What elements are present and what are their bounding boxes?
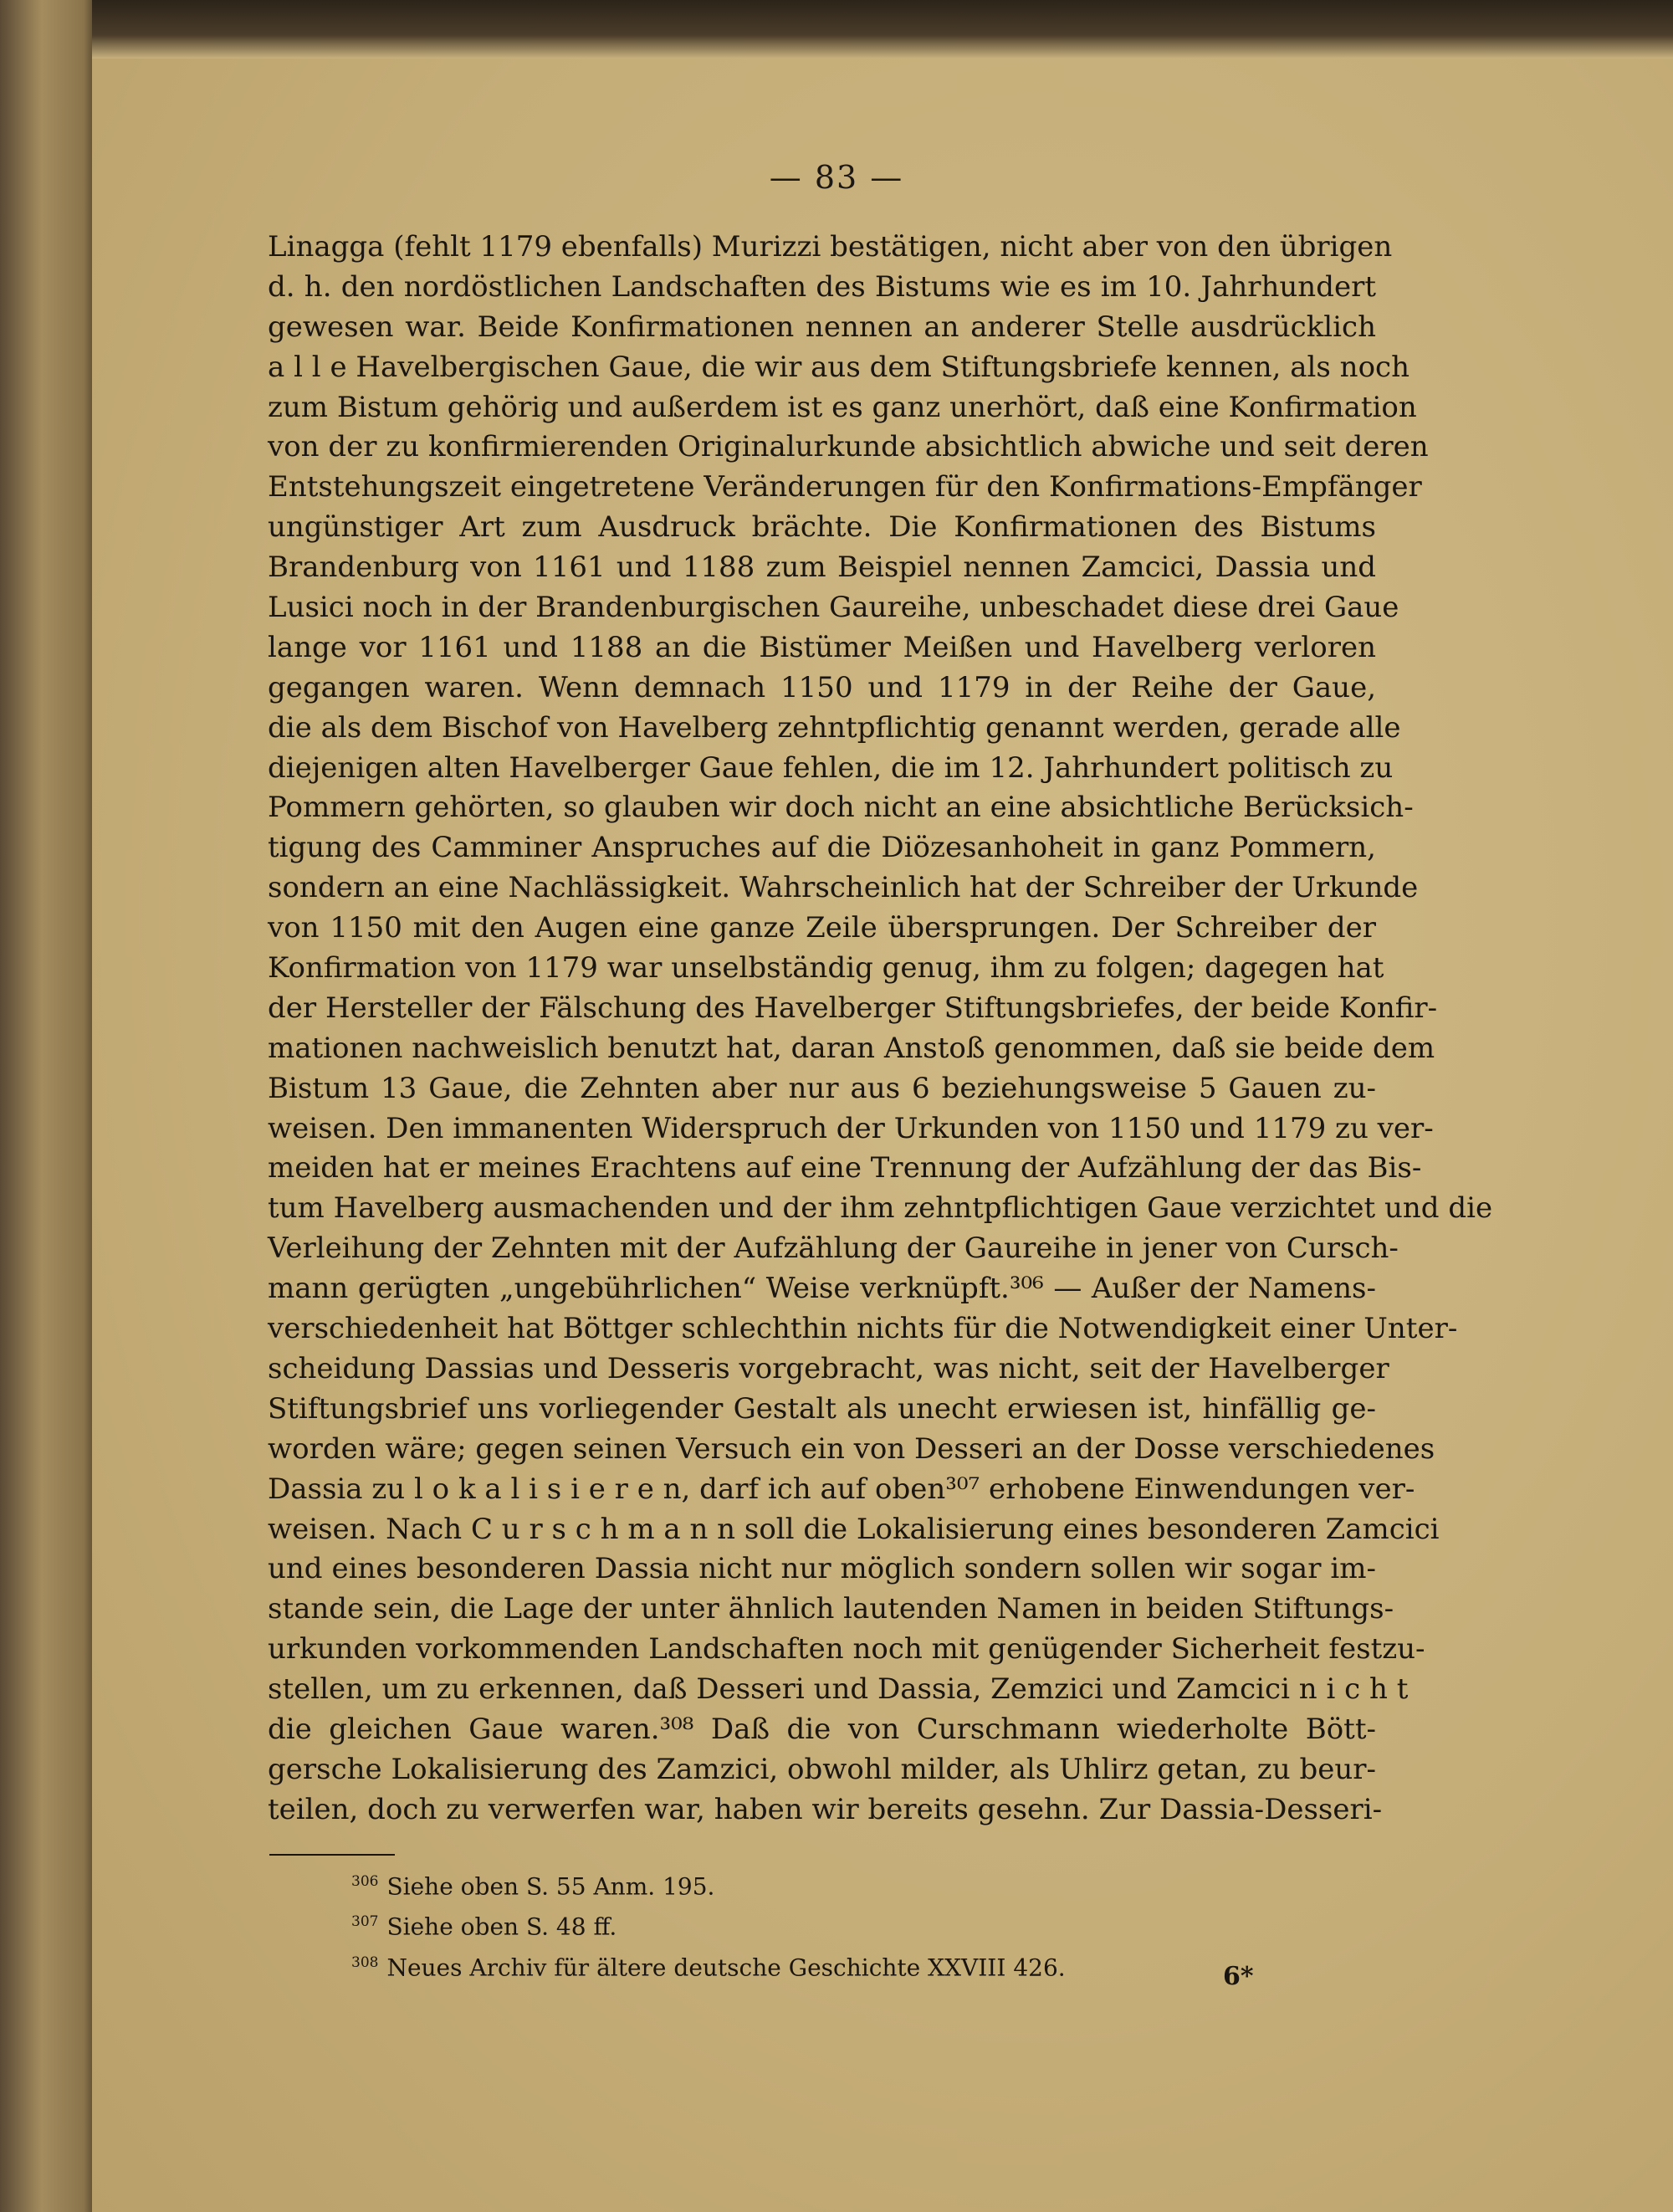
text-line: sondern an eine Nachlässigkeit. Wahrscheinlich hat der Schreiber der Urkunde [268,871,1419,905]
text-line: von 1150 mit den Augen eine ganze Zeile übersprungen. Der Schreiber der [268,911,1376,945]
text-line: Dassia zu l o k a l i s i e r e n, darf ich auf oben³⁰⁷ erhobene Einwendungen ver- [268,1472,1415,1506]
text-line: der Hersteller der Fälschung des Havelberger Stiftungsbriefes, der beide Konfir- [268,991,1438,1025]
adjacent-page-edge [0,0,105,2212]
footnote-number: 308 [351,1953,379,1971]
text-line: Entstehungszeit eingetretene Veränderungen für den Konfirmations-Empfänger [268,470,1422,504]
text-line: d. h. den nordöstlichen Landschaften des Bistums wie es im 10. Jahrhundert [268,269,1376,304]
text-line: meiden hat er meines Erachtens auf eine Trennung der Aufzählung der das Bis- [268,1151,1422,1185]
text-line: tum Havelberg ausmachenden und der ihm zehntpflichtigen Gaue verzichtet und die [268,1191,1493,1226]
text-line: scheidung Dassias und Desseris vorgebracht, was nicht, seit der Havelberger [268,1351,1389,1385]
text-line: Konfirmation von 1179 war unselbständig genug, ihm zu folgen; dagegen hat [268,951,1384,986]
body-text [268,228,1493,1831]
text-line: die als dem Bischof von Havelberg zehntpflichtig genannt werden, gerade alle [268,710,1401,745]
text-line: zum Bistum gehörig und außerdem ist es ganz unerhört, daß eine Konfirmation [268,390,1417,424]
footnote-text: Siehe oben S. 55 Anm. 195. [386,1872,715,1901]
text-line: weisen. Nach C u r s c h m a n n soll die Lokalisierung eines besonderen Zamcici [268,1512,1440,1546]
page-number: — 83 — [769,159,904,196]
footnotes [351,1864,1066,1985]
text-line: Linagga (fehlt 1179 ebenfalls) Murizzi bestätigen, nicht aber von den übrigen [268,230,1393,264]
text-line: urkunden vorkommenden Landschaften noch mit genügender Sicherheit festzu- [268,1632,1425,1667]
text-line: Pommern gehörten, so glauben wir doch nicht an eine absichtliche Berücksich- [268,791,1414,825]
text-line: mann gerügten „ungebührlichen“ Weise verknüpft.³⁰⁶ — Außer der Namens- [268,1272,1376,1306]
signature-mark: 6* [1223,1962,1254,1991]
text-line: Brandenburg von 1161 und 1188 zum Beispiel nennen Zamcici, Dassia und [268,550,1376,585]
text-line: gegangen waren. Wenn demnach 1150 und 1179 in der Reihe der Gaue, [268,670,1376,704]
text-line: Verleihung der Zehnten mit der Aufzählung der Gaureihe in jener von Cursch- [268,1231,1399,1266]
footnote [351,1904,1066,1944]
footnote-text: Siehe oben S. 48 ff. [386,1912,617,1941]
text-line: und eines besonderen Dassia nicht nur möglich sondern sollen wir sogar im- [268,1552,1376,1586]
text-line: a l l e Havelbergischen Gaue, die wir aus dem Stiftungsbriefe kennen, als noch [268,350,1410,384]
text-line: Lusici noch in der Brandenburgischen Gaureihe, unbeschadet diese drei Gaue [268,591,1399,625]
footnote-number: 307 [351,1913,379,1931]
text-line: gewesen war. Beide Konfirmationen nennen an anderer Stelle ausdrücklich [268,310,1376,344]
text-line: weisen. Den immanenten Widerspruch der Urkunden von 1150 und 1179 zu ver- [268,1111,1434,1145]
text-line: stande sein, die Lage der unter ähnlich lautenden Namen in beiden Stiftungs- [268,1592,1394,1626]
text-line: verschiedenheit hat Böttger schlechthin nichts für die Notwendigkeit einer Unter- [268,1312,1458,1346]
footnote-number: 306 [351,1873,379,1890]
text-line: teilen, doch zu verwerfen war, haben wir bereits gesehn. Zur Dassia-Desseri- [268,1792,1383,1826]
text-line: worden wäre; gegen seinen Versuch ein von Desseri an der Dosse verschiedenes [268,1431,1435,1466]
text-line: stellen, um zu erkennen, daß Desseri und Dassia, Zemzici und Zamcici n i c h t [268,1672,1409,1707]
text-line: von der zu konfirmierenden Originalurkunde absichtlich abwiche und seit deren [268,430,1429,464]
footnote-text: Neues Archiv für ältere deutsche Geschichte XXVIII 426. [386,1953,1066,1981]
text-line: mationen nachweislich benutzt hat, daran Anstoß genommen, daß sie beide dem [268,1031,1435,1065]
text-line: Stiftungsbrief uns vorliegender Gestalt als unecht erwiesen ist, hinfällig ge- [268,1391,1376,1426]
footnote [351,1945,1066,1985]
text-line: tigung des Camminer Anspruches auf die Diözesanhoheit in ganz Pommern, [268,831,1376,865]
page-top-edge [92,0,1673,59]
text-line: lange vor 1161 und 1188 an die Bistümer Meißen und Havelberg verloren [268,630,1376,664]
text-line: Bistum 13 Gaue, die Zehnten aber nur aus 6 beziehungsweise 5 Gauen zu- [268,1071,1376,1105]
text-line: ungünstiger Art zum Ausdruck brächte. Die Konfirmationen des Bistums [268,510,1376,545]
text-line: gersche Lokalisierung des Zamzici, obwohl milder, als Uhlirz getan, zu beur- [268,1752,1376,1786]
footnote-rule [269,1854,395,1856]
footnote [351,1864,1066,1904]
text-line: die gleichen Gaue waren.³⁰⁸ Daß die von Curschmann wiederholte Bött- [268,1712,1376,1746]
text-line: diejenigen alten Havelberger Gaue fehlen, die im 12. Jahrhundert politisch zu [268,750,1394,785]
